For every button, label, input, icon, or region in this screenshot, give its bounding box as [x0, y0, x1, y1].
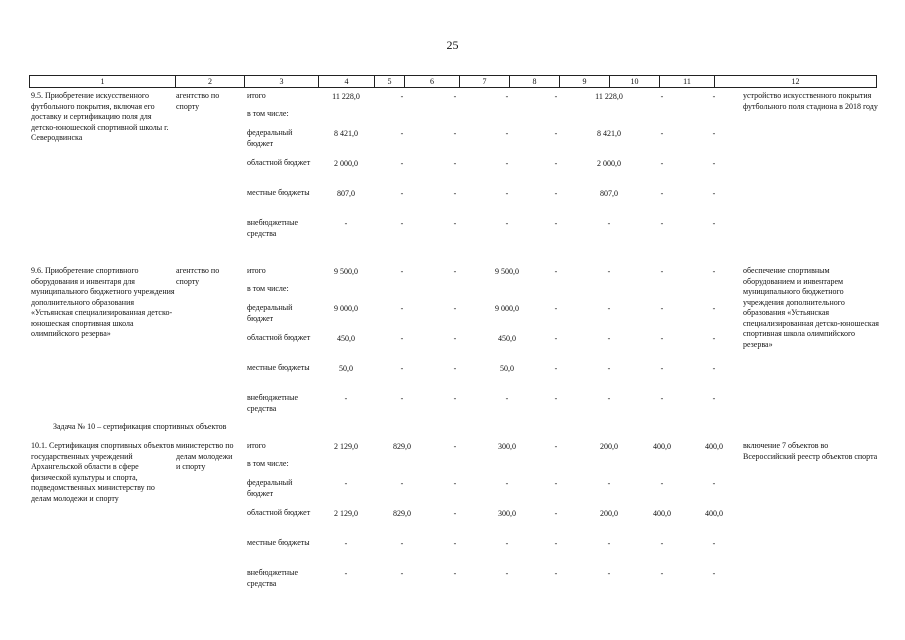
- funding-source: в том числе:: [247, 459, 289, 468]
- amount-cell: 11 228,0: [332, 92, 360, 101]
- column-header-4: 4: [319, 76, 375, 87]
- amount-cell: -: [554, 539, 558, 548]
- amount-cell: -: [505, 92, 509, 101]
- column-header-11: 11: [660, 76, 715, 87]
- column-header-12: 12: [791, 77, 800, 86]
- amount-cell: 9 500,0: [334, 267, 358, 276]
- column-header-7: 7: [460, 76, 510, 87]
- amount-cell: 450,0: [337, 334, 355, 343]
- funding-source: федеральный бюджет: [247, 478, 293, 498]
- amount-cell: -: [505, 129, 509, 138]
- amount-cell: -: [453, 479, 457, 488]
- amount-cell: -: [400, 267, 404, 276]
- amount-cell: -: [453, 267, 457, 276]
- amount-cell: -: [453, 92, 457, 101]
- amount-cell: 9 500,0: [495, 267, 519, 276]
- amount-cell: -: [453, 304, 457, 313]
- amount-cell: -: [607, 267, 611, 276]
- column-header-3: 3: [245, 76, 319, 87]
- amount-cell: -: [660, 479, 664, 488]
- amount-cell: -: [607, 539, 611, 548]
- amount-cell: 11 228,0: [595, 92, 623, 101]
- amount-cell: 829,0: [393, 509, 411, 518]
- amount-cell: -: [400, 189, 404, 198]
- amount-cell: 9 000,0: [495, 304, 519, 313]
- amount-cell: -: [453, 219, 457, 228]
- amount-cell: -: [712, 92, 716, 101]
- amount-cell: -: [400, 394, 404, 403]
- amount-cell: 807,0: [337, 189, 355, 198]
- amount-cell: 50,0: [339, 364, 353, 373]
- column-header-2: 2: [176, 76, 245, 87]
- amount-cell: -: [505, 189, 509, 198]
- amount-cell: -: [400, 129, 404, 138]
- amount-cell: -: [453, 334, 457, 343]
- amount-cell: -: [505, 479, 509, 488]
- amount-cell: -: [712, 189, 716, 198]
- amount-cell: -: [554, 364, 558, 373]
- amount-cell: -: [400, 479, 404, 488]
- column-header-6: 6: [405, 76, 460, 87]
- amount-cell: -: [554, 394, 558, 403]
- column-header-9: 9: [560, 76, 610, 87]
- amount-cell: -: [712, 569, 716, 578]
- amount-cell: 200,0: [600, 509, 618, 518]
- executor: агентство по спорту: [176, 266, 220, 286]
- expected-result: включение 7 объектов во Всероссийский реестр объектов спорта: [743, 441, 878, 461]
- amount-cell: 2 129,0: [334, 442, 358, 451]
- amount-cell: -: [712, 304, 716, 313]
- amount-cell: -: [660, 569, 664, 578]
- amount-cell: 829,0: [393, 442, 411, 451]
- amount-cell: -: [660, 364, 664, 373]
- amount-cell: -: [505, 394, 509, 403]
- measure-name: 10.1. Сертификация спортивных объектов государственных учреждений Архангельской области в сфере физической культуры и спорта, подведомственных министерству по делам молодежи и спорту: [31, 441, 175, 503]
- amount-cell: -: [554, 509, 558, 518]
- funding-source: итого: [247, 441, 266, 450]
- funding-source: итого: [247, 266, 266, 275]
- executor: агентство по спорту: [176, 91, 220, 111]
- amount-cell: -: [453, 509, 457, 518]
- amount-cell: 50,0: [500, 364, 514, 373]
- amount-cell: -: [712, 364, 716, 373]
- funding-source: областной бюджет: [247, 333, 311, 342]
- funding-source: местные бюджеты: [247, 538, 310, 547]
- amount-cell: -: [453, 189, 457, 198]
- amount-cell: -: [453, 394, 457, 403]
- amount-cell: -: [554, 569, 558, 578]
- amount-cell: -: [554, 334, 558, 343]
- amount-cell: -: [554, 129, 558, 138]
- amount-cell: -: [344, 539, 348, 548]
- amount-cell: -: [660, 159, 664, 168]
- amount-cell: -: [344, 219, 348, 228]
- amount-cell: 450,0: [498, 334, 516, 343]
- amount-cell: -: [660, 92, 664, 101]
- amount-cell: -: [660, 189, 664, 198]
- amount-cell: -: [660, 129, 664, 138]
- task-title: Задача № 10 – сертификация спортивных объектов: [53, 422, 227, 431]
- amount-cell: 200,0: [600, 442, 618, 451]
- amount-cell: -: [554, 159, 558, 168]
- funding-source: итого: [247, 91, 266, 100]
- amount-cell: -: [344, 479, 348, 488]
- amount-cell: -: [607, 479, 611, 488]
- amount-cell: -: [607, 304, 611, 313]
- page-number: 25: [446, 38, 459, 52]
- amount-cell: -: [505, 569, 509, 578]
- amount-cell: 9 000,0: [334, 304, 358, 313]
- amount-cell: -: [712, 334, 716, 343]
- amount-cell: -: [712, 539, 716, 548]
- amount-cell: -: [453, 364, 457, 373]
- amount-cell: -: [712, 219, 716, 228]
- amount-cell: -: [453, 442, 457, 451]
- amount-cell: -: [712, 479, 716, 488]
- amount-cell: -: [400, 159, 404, 168]
- amount-cell: -: [607, 334, 611, 343]
- funding-source: местные бюджеты: [247, 188, 310, 197]
- funding-source: внебюджетные средства: [247, 218, 298, 238]
- funding-source: местные бюджеты: [247, 363, 310, 372]
- amount-cell: -: [453, 129, 457, 138]
- executor: министерство по делам молодежи и спорту: [176, 441, 234, 471]
- amount-cell: -: [712, 159, 716, 168]
- amount-cell: -: [554, 189, 558, 198]
- amount-cell: -: [400, 219, 404, 228]
- amount-cell: 400,0: [653, 442, 671, 451]
- amount-cell: 400,0: [705, 442, 723, 451]
- amount-cell: -: [505, 159, 509, 168]
- amount-cell: -: [607, 569, 611, 578]
- amount-cell: -: [554, 479, 558, 488]
- amount-cell: 400,0: [653, 509, 671, 518]
- column-header-10: 10: [610, 76, 660, 87]
- expected-result: устройство искусственного покрытия футбольного поля стадиона в 2018 году: [743, 91, 878, 111]
- amount-cell: -: [344, 569, 348, 578]
- amount-cell: 300,0: [498, 509, 516, 518]
- amount-cell: -: [607, 219, 611, 228]
- amount-cell: 2 000,0: [334, 159, 358, 168]
- column-header-row: [29, 75, 877, 88]
- funding-source: внебюджетные средства: [247, 568, 298, 588]
- amount-cell: 300,0: [498, 442, 516, 451]
- amount-cell: -: [344, 394, 348, 403]
- amount-cell: -: [660, 304, 664, 313]
- amount-cell: -: [660, 394, 664, 403]
- amount-cell: -: [554, 304, 558, 313]
- amount-cell: -: [400, 539, 404, 548]
- amount-cell: -: [660, 334, 664, 343]
- expected-result: обеспечение спортивным оборудованием и инвентарем муниципального бюджетного учреждения дополнительного образования «Устьянская специализированная детско-юношеская спортивная школа олимпийского резерва»: [743, 266, 879, 349]
- amount-cell: 8 421,0: [597, 129, 621, 138]
- amount-cell: -: [505, 219, 509, 228]
- measure-name: 9.6. Приобретение спортивного оборудования и инвентаря для муниципального бюджетного учреждения дополнительного образования «Устьянская специализированная детско-юношеская спортивная школа олимпийского резерва»: [31, 266, 175, 338]
- amount-cell: 2 129,0: [334, 509, 358, 518]
- amount-cell: -: [712, 267, 716, 276]
- amount-cell: -: [712, 129, 716, 138]
- amount-cell: -: [660, 539, 664, 548]
- amount-cell: -: [505, 539, 509, 548]
- funding-source: областной бюджет: [247, 508, 311, 517]
- column-header-1: 1: [30, 76, 176, 87]
- amount-cell: -: [660, 219, 664, 228]
- amount-cell: -: [453, 539, 457, 548]
- column-header-5: 5: [375, 76, 405, 87]
- amount-cell: -: [400, 364, 404, 373]
- funding-source: внебюджетные средства: [247, 393, 298, 413]
- amount-cell: -: [607, 394, 611, 403]
- amount-cell: 8 421,0: [334, 129, 358, 138]
- amount-cell: -: [660, 267, 664, 276]
- amount-cell: -: [607, 364, 611, 373]
- amount-cell: -: [554, 219, 558, 228]
- funding-source: в том числе:: [247, 284, 289, 293]
- amount-cell: -: [453, 159, 457, 168]
- amount-cell: -: [400, 334, 404, 343]
- amount-cell: -: [400, 92, 404, 101]
- amount-cell: -: [400, 304, 404, 313]
- funding-source: в том числе:: [247, 109, 289, 118]
- amount-cell: -: [554, 92, 558, 101]
- amount-cell: 807,0: [600, 189, 618, 198]
- amount-cell: 400,0: [705, 509, 723, 518]
- measure-name: 9.5. Приобретение искусственного футбольного покрытия, включая его доставку и сертификацию поля для детско-юношеской спортивной школы г. Северодвинска: [31, 91, 169, 142]
- amount-cell: -: [712, 394, 716, 403]
- funding-source: областной бюджет: [247, 158, 311, 167]
- funding-source: федеральный бюджет: [247, 128, 293, 148]
- amount-cell: -: [400, 569, 404, 578]
- amount-cell: -: [453, 569, 457, 578]
- amount-cell: -: [554, 267, 558, 276]
- column-header-8: 8: [510, 76, 560, 87]
- funding-source: федеральный бюджет: [247, 303, 293, 323]
- amount-cell: -: [554, 442, 558, 451]
- amount-cell: 2 000,0: [597, 159, 621, 168]
